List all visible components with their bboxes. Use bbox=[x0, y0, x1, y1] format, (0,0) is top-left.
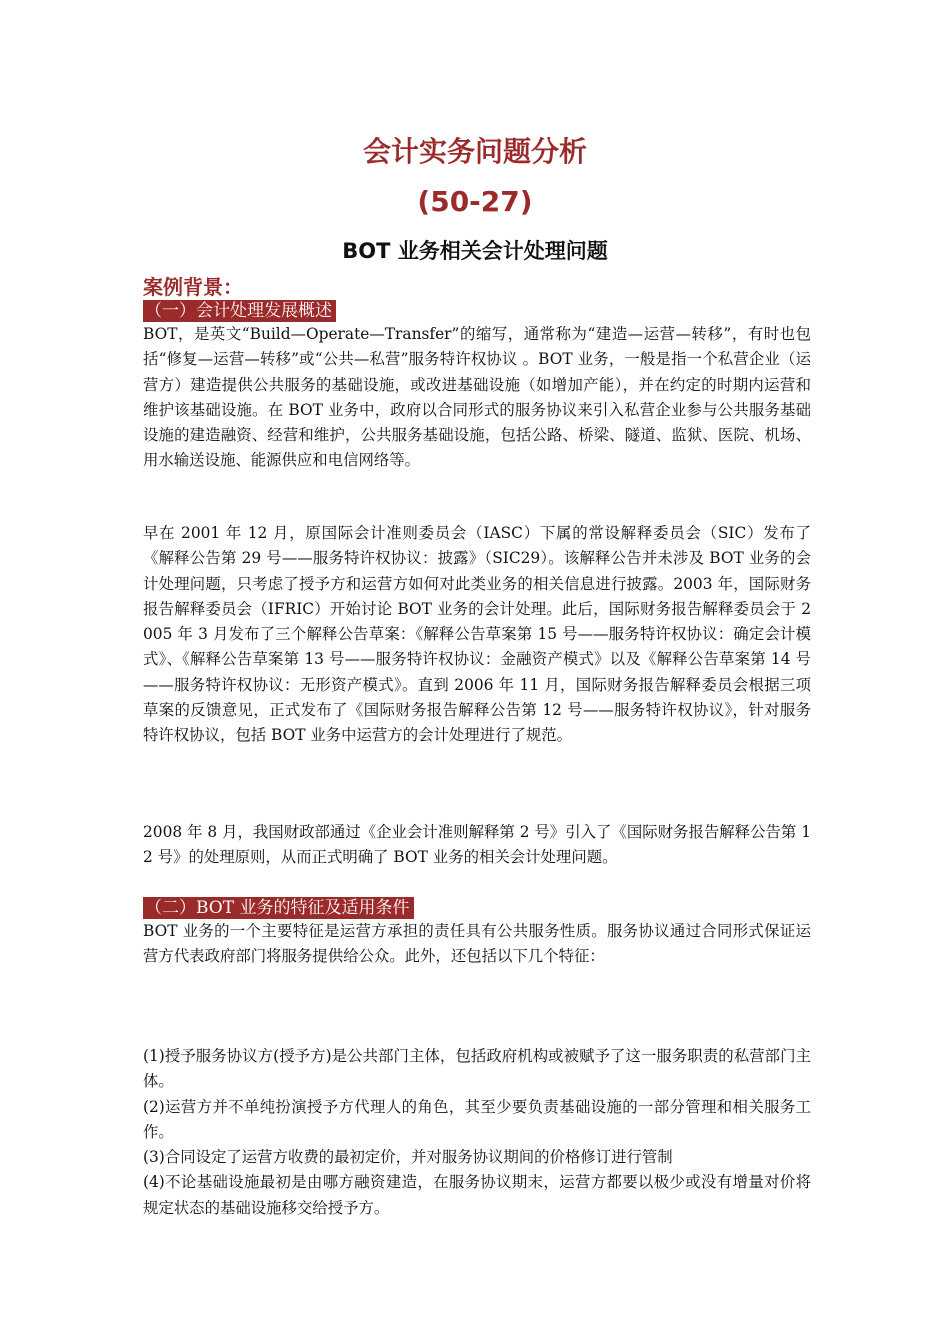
document-title: 会计实务问题分析 bbox=[362, 135, 587, 168]
paragraph-china-adoption: 2008 年 8 月，我国财政部通过《企业会计准则解释第 2 号》引入了《国际财务报告解释公告第 12 号》的处理原则，从而正式明确了 BOT 业务的相关会计处理问题。 bbox=[143, 823, 811, 867]
section-heading-characteristics: （二）BOT 业务的特征及适用条件 bbox=[143, 897, 414, 919]
paragraph-bot-definition: BOT，是英文“Build—Operate—Transfer”的缩写，通常称为“建造—运营—转移”，有时也包括“修复—运营—转移”或“公共—私营”服务特许权协议 。BOT 业务，一般是指一个私营企业（运营方）建造提供公共服务的基础设施，或改进基础设施（如增加产能），并在约定的时期内运营和维护该基础设施。在 BOT 业务中，政府以合同形式的服务协议来引入私营企业参与公共服务基础设施的建造融资、经营和维护，公共服务基础设施，包括公路、桥梁、隧道、监狱、医院、机场、用水输送设施、能源供应和电信网络等。 bbox=[143, 325, 811, 470]
paragraph-international-history: 早在 2001 年 12 月，原国际会计准则委员会（IASC）下属的常设解释委员会（SIC）发布了《解释公告第 29 号——服务特许权协议：披露》（SIC29）。该解释公告并未涉及 BOT 业务的会计处理问题，只考虑了授予方和运营方如何对此类业务的相关信息进行披露。2003 年，国际财务报告解释委员会（IFRIC）开始讨论 BOT 业务的会计处理。此后，国际财务报告解释委员会于 2005 年 3 月发布了三个解释公告草案：《解释公告草案第 15 号——服务特许权协议：确定会计模式》、《解释公告草案第 13 号——服务特许权协议：金融资产模式》以及《解释公告草案第 14 号——服务特许权协议：无形资产模式》。直到 2006 年 11 月，国际财务报告解释委员会根据三项草案的反馈意见，正式发布了《国际财务报告解释公告第 12 号——服务特许权协议》，针对服务特许权协议，包括 BOT 业务中运营方的会计处理进行了规范。 bbox=[143, 524, 811, 745]
characteristics-list bbox=[143, 1044, 811, 1221]
list-item: (4)不论基础设施最初是由哪方融资建造，在服务协议期末，运营方都要以极少或没有增量对价将规定状态的基础设施移交给授予方。 bbox=[143, 1173, 811, 1217]
list-item: (3)合同设定了运营方收费的最初定价，并对服务协议期间的价格修订进行管制 bbox=[143, 1148, 673, 1167]
document-subtitle: BOT 业务相关会计处理问题 bbox=[342, 239, 608, 263]
section-heading-development: （一）会计处理发展概述 bbox=[143, 300, 336, 322]
paragraph-characteristics-intro: BOT 业务的一个主要特征是运营方承担的责任具有公共服务性质。服务协议通过合同形式保证运营方代表政府部门将服务提供给公众。此外，还包括以下几个特征： bbox=[143, 922, 811, 966]
list-item: (1)授予服务协议方(授予方)是公共部门主体，包括政府机构或被赋予了这一服务职责的私营部门主体。 bbox=[143, 1047, 811, 1091]
list-item: (2)运营方并不单纯扮演授予方代理人的角色，其至少要负责基础设施的一部分管理和相关服务工作。 bbox=[143, 1097, 811, 1141]
document-code: (50-27) bbox=[417, 185, 533, 218]
case-background-label: 案例背景： bbox=[143, 275, 243, 299]
